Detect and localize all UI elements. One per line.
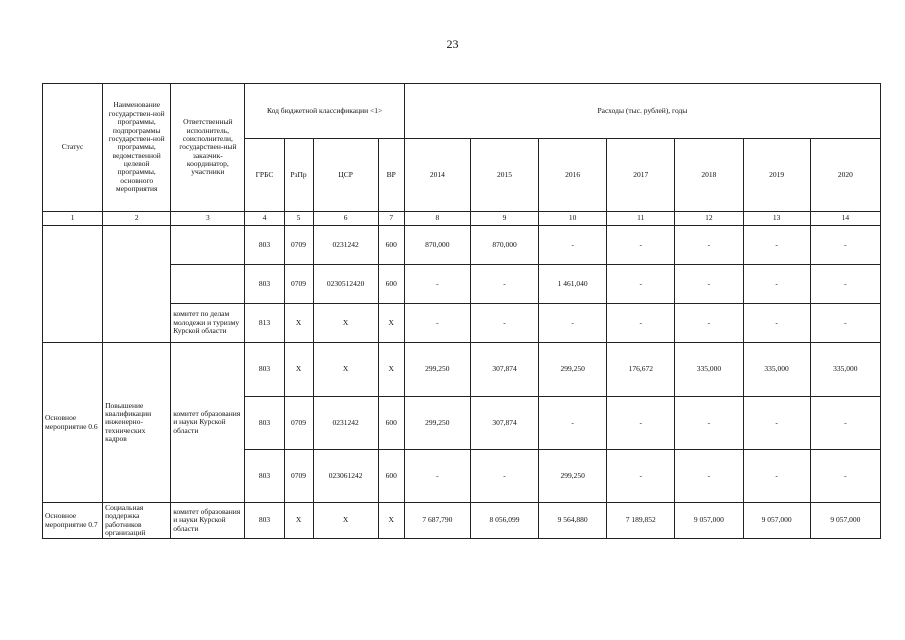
name-cell [103,226,171,343]
value-cell: 299,250 [539,450,607,503]
value-cell: 299,250 [404,397,470,450]
column-number: 13 [743,212,810,226]
value-cell: - [675,226,743,265]
value-cell: - [810,397,880,450]
value-cell: - [404,265,470,304]
responsible-cell [171,265,245,304]
rzpr-cell: 0709 [284,265,313,304]
value-cell: 9 564,880 [539,503,607,539]
header-year: 2018 [675,139,743,212]
value-cell: - [539,226,607,265]
budget-table [42,83,881,539]
value-cell: - [675,397,743,450]
value-cell: - [607,265,675,304]
grbs-cell: 803 [245,397,284,450]
header-year: 2020 [810,139,880,212]
value-cell: 7 687,790 [404,503,470,539]
csr-cell: X [313,343,378,397]
value-cell: - [810,265,880,304]
rzpr-cell: X [284,343,313,397]
vr-cell: 600 [378,450,404,503]
header-year: 2017 [607,139,675,212]
name-cell: Социальная поддержка работников организаций [103,503,171,539]
header-year: 2019 [743,139,810,212]
column-number: 3 [171,212,245,226]
value-cell: - [470,450,538,503]
value-cell: 176,672 [607,343,675,397]
value-cell: - [539,304,607,343]
column-number: 2 [103,212,171,226]
header-row-1 [43,84,881,139]
column-number: 6 [313,212,378,226]
csr-cell: X [313,503,378,539]
csr-cell: X [313,304,378,343]
header-vr: ВР [378,139,404,212]
rzpr-cell: X [284,503,313,539]
column-number: 10 [539,212,607,226]
header-name: Наименование государствен-ной программы, подпрограммы государствен-ной программы, ведомственной целевой программы, основного мероприятия [103,84,171,212]
value-cell: - [675,450,743,503]
value-cell: - [607,397,675,450]
value-cell: - [607,450,675,503]
value-cell: - [607,304,675,343]
responsible-cell [171,226,245,265]
header-status: Статус [43,84,103,212]
header-responsible: Ответственный исполнитель, соисполнители, государствен-ный заказчик-координатор, участники [171,84,245,212]
value-cell: - [743,265,810,304]
table-row [43,503,881,539]
vr-cell: 600 [378,226,404,265]
vr-cell: X [378,503,404,539]
value-cell: - [810,450,880,503]
status-cell [43,226,103,343]
header-grbs: ГРБС [245,139,284,212]
column-number: 4 [245,212,284,226]
rzpr-cell: X [284,304,313,343]
vr-cell: 600 [378,397,404,450]
value-cell: 299,250 [539,343,607,397]
status-cell: Основное мероприятие 0.6 [43,343,103,503]
name-cell: Повышение квалификации инженерно-технических кадров [103,343,171,503]
header-year: 2015 [470,139,538,212]
grbs-cell: 803 [245,343,284,397]
csr-cell: 0230512420 [313,265,378,304]
value-cell: - [539,397,607,450]
value-cell: 307,874 [470,343,538,397]
page-number: 23 [446,37,459,51]
value-cell: - [743,304,810,343]
responsible-cell: комитет образования и науки Курской области [171,343,245,503]
value-cell: 870,000 [470,226,538,265]
grbs-cell: 803 [245,503,284,539]
vr-cell: X [378,304,404,343]
table-row [43,343,881,397]
column-number: 12 [675,212,743,226]
rzpr-cell: 0709 [284,226,313,265]
value-cell: 335,000 [810,343,880,397]
table-row [43,226,881,265]
value-cell: - [675,265,743,304]
value-cell: 9 057,000 [675,503,743,539]
value-cell: 1 461,040 [539,265,607,304]
value-cell: 307,874 [470,397,538,450]
csr-cell: 023061242 [313,450,378,503]
value-cell: - [675,304,743,343]
header-csr: ЦСР [313,139,378,212]
value-cell: - [743,397,810,450]
status-cell: Основное мероприятие 0.7 [43,503,103,539]
vr-cell: X [378,343,404,397]
header-expenses: Расходы (тыс. рублей), годы [404,84,880,139]
column-number: 9 [470,212,538,226]
grbs-cell: 803 [245,226,284,265]
header-year: 2014 [404,139,470,212]
header-rzpr: РзПр [284,139,313,212]
value-cell: - [743,450,810,503]
rzpr-cell: 0709 [284,450,313,503]
column-number: 14 [810,212,880,226]
value-cell: 8 056,099 [470,503,538,539]
csr-cell: 0231242 [313,226,378,265]
value-cell: - [810,304,880,343]
value-cell: - [607,226,675,265]
value-cell: - [404,450,470,503]
responsible-cell: комитет образования и науки Курской области [171,503,245,539]
vr-cell: 600 [378,265,404,304]
value-cell: 7 189,852 [607,503,675,539]
value-cell: - [470,304,538,343]
value-cell: - [470,265,538,304]
grbs-cell: 803 [245,265,284,304]
value-cell: - [810,226,880,265]
value-cell: 9 057,000 [743,503,810,539]
header-year: 2016 [539,139,607,212]
column-number: 11 [607,212,675,226]
value-cell: 335,000 [675,343,743,397]
value-cell: 870,000 [404,226,470,265]
value-cell: 9 057,000 [810,503,880,539]
column-number-row [43,212,881,226]
column-number: 1 [43,212,103,226]
value-cell: 335,000 [743,343,810,397]
grbs-cell: 813 [245,304,284,343]
value-cell: - [404,304,470,343]
column-number: 8 [404,212,470,226]
value-cell: - [743,226,810,265]
csr-cell: 0231242 [313,397,378,450]
rzpr-cell: 0709 [284,397,313,450]
column-number: 5 [284,212,313,226]
responsible-cell: комитет по делам молодежи и туризму Курской области [171,304,245,343]
value-cell: 299,250 [404,343,470,397]
header-budget-code: Код бюджетной классификации <1> [245,84,404,139]
grbs-cell: 803 [245,450,284,503]
column-number: 7 [378,212,404,226]
